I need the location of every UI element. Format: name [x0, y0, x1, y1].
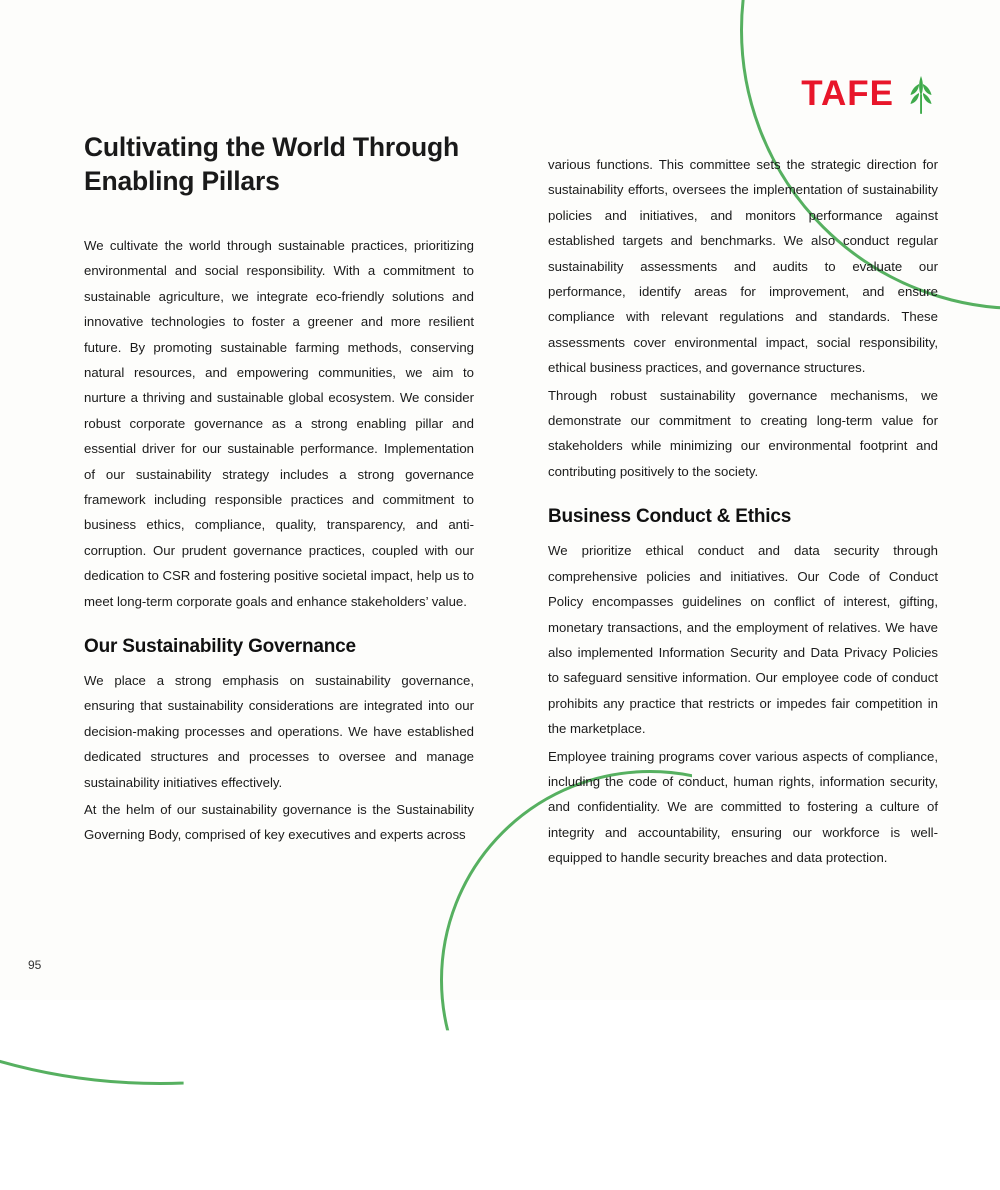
paragraph: We cultivate the world through sustainable practices, prioritizing environmental and social responsibility. With a commitment to sustainable agriculture, we integrate eco-friendly solutions and innovative technologies to foster a greener and more resilient future. By promoting sustainable farming methods, conserving natural resources, and empowering communities, we aim to nurture a thriving and sustainable global ecosystem. We consider robust corporate governance as a strong enabling pillar and essential driver for our sustainable performance. Implementation of our sustainability strategy includes a strong governance framework including responsible practices and commitment to business ethics, compliance, quality, transparency, and anti-corruption. Our prudent governance practices, coupled with our dedication to CSR and fostering positive societal impact, help us to meet long-term corporate goals and enhance stakeholders’ value.	[84, 237, 474, 609]
page-title: Cultivating the World Through Enabling Pillars	[84, 132, 459, 197]
left-column	[84, 130, 474, 850]
paragraph: various functions. This committee sets the strategic direction for sustainability efforts, oversees the implementation of sustainability policies and initiatives, and monitors performance against established targets and benchmarks. We also conduct regular sustainability assessments and audits to evaluate our performance, identify areas for improvement, and ensure compliance with relevant regulations and standards. These assessments cover environmental impact, social responsibility, ethical business practices, and governance structures.	[548, 157, 938, 376]
section-heading-business-conduct-ethics: Business Conduct & Ethics	[548, 506, 792, 528]
paragraph: We prioritize ethical conduct and data security through comprehensive policies and initiatives. Our Code of Conduct Policy encompasses guidelines on conflict of interest, gifting, monetary transactions, and the employment of relatives. We have also implemented Information Security and Data Privacy Policies to safeguard sensitive information. Our employee code of conduct prohibits any practice that restricts or impedes fair competition in the marketplace.	[548, 543, 938, 737]
paragraph: Through robust sustainability governance mechanisms, we demonstrate our commitment to creating long-term value for stakeholders while minimizing our environmental footprint and contributing positively to the society.	[548, 387, 938, 479]
wheat-leaf-icon	[904, 72, 938, 116]
page-number: 95	[28, 958, 42, 972]
paragraph: We place a strong emphasis on sustainability governance, ensuring that sustainability considerations are integrated into our decision-making processes and operations. We have established dedicated structures and processes to oversee and manage sustainability initiatives effectively.	[84, 672, 474, 790]
paragraph: Employee training programs cover various aspects of compliance, including the code of conduct, human rights, information security, and confidentiality. We are committed to fostering a culture of integrity and accountability, ensuring our workforce is well-equipped to handle security breaches and data protection.	[548, 748, 938, 866]
tafe-logo	[801, 72, 938, 116]
right-column	[548, 152, 938, 873]
logo-wordmark: TAFE	[801, 74, 894, 113]
paragraph: At the helm of our sustainability governance is the Sustainability Governing Body, comprised of key executives and experts across	[84, 802, 474, 843]
section-heading-sustainability-governance: Our Sustainability Governance	[84, 635, 356, 657]
